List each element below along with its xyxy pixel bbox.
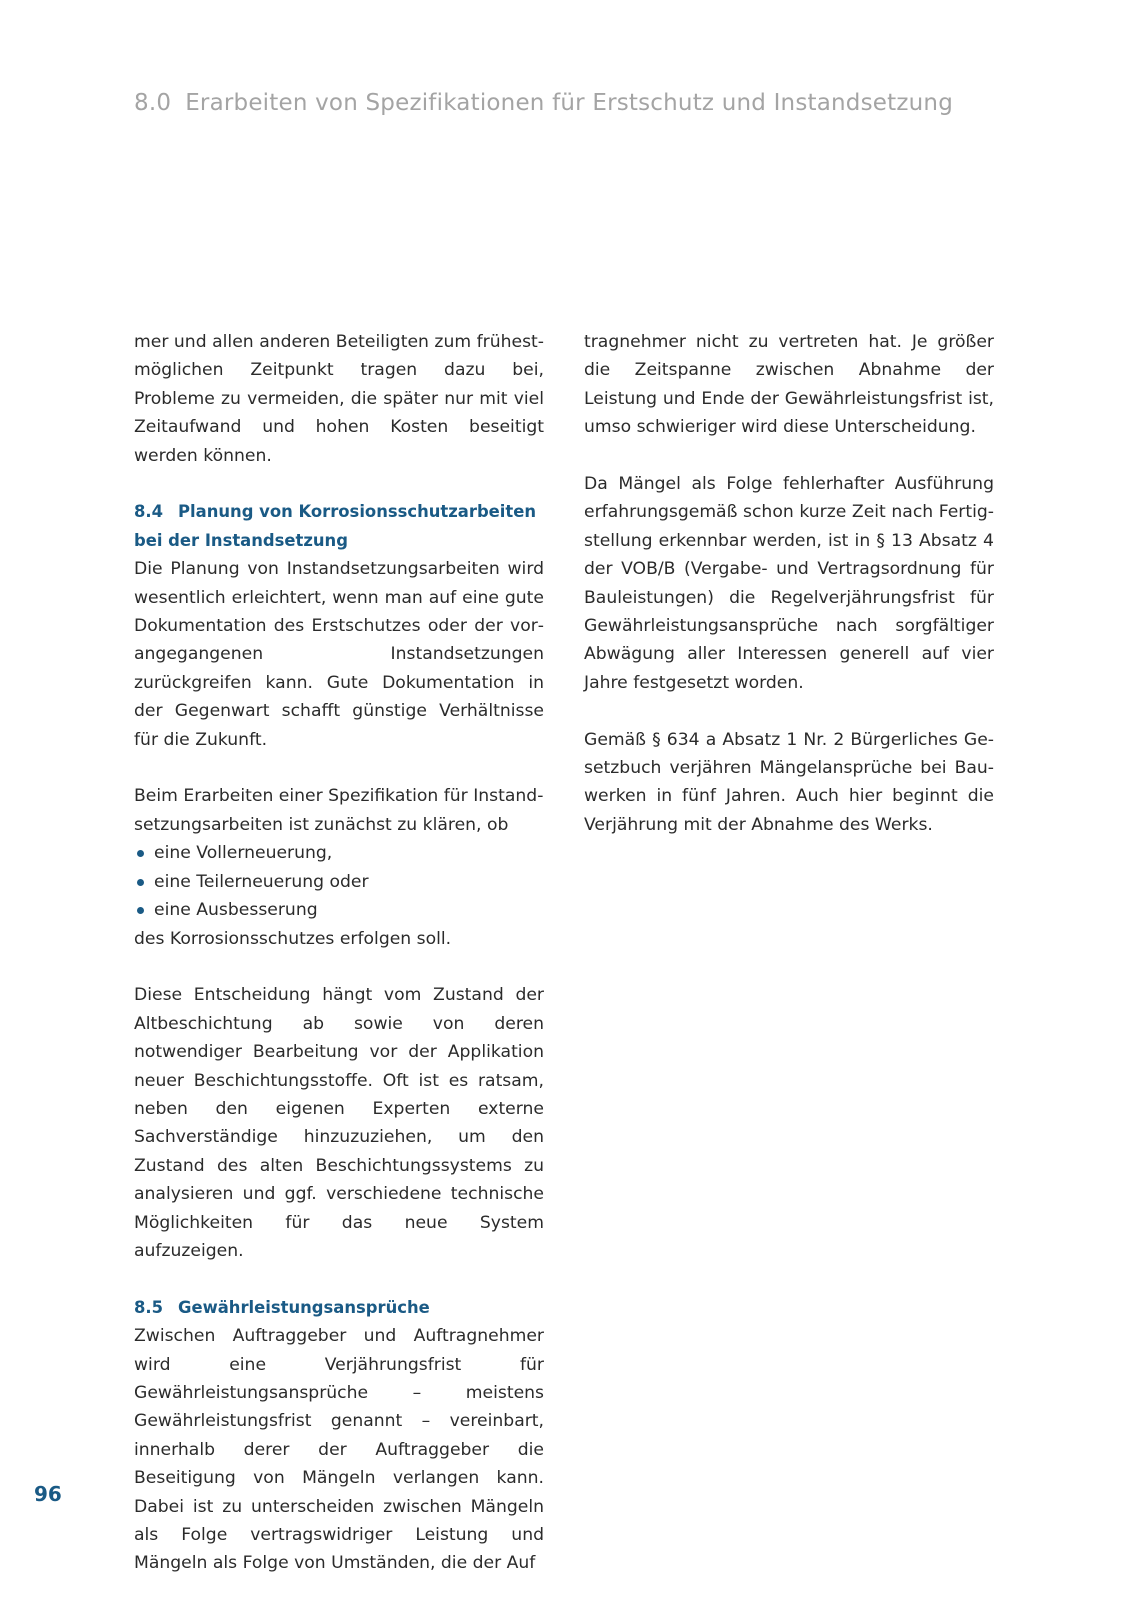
bullet-icon bbox=[137, 850, 144, 857]
left-column bbox=[134, 328, 544, 1578]
list-item bbox=[134, 896, 544, 924]
paragraph-right-2: Da Mängel als Folge fehlerhafter Ausführung erfahrungsgemäß schon kurze Zeit nach Fertigstellung erkennbar werden, ist in § 13 Absatz 4 der VOB/B (Vergabe- und Vertragsordnung für Bauleistungen) die Regelverjährungsfrist für Gewährleistungsansprüche nach sorgfältiger Abwägung aller Interessen generell auf vier Jahre festgesetzt worden. bbox=[584, 474, 994, 693]
heading-8-5-number: 8.5 bbox=[134, 1297, 164, 1317]
list-item bbox=[134, 868, 544, 896]
heading-8-5 bbox=[134, 1294, 544, 1322]
page-number: 96 bbox=[34, 1482, 62, 1506]
list-item-text: eine Teilerneuerung oder bbox=[154, 871, 369, 892]
heading-8-4 bbox=[134, 498, 544, 555]
bullet-list bbox=[134, 839, 544, 924]
paragraph-8-5-1: Zwischen Auftraggeber und Auftragnehmer wird eine Verjährungsfrist für Gewährleistungsansprüche – meistens Gewährleistungsfrist genannt – vereinbart, innerhalb derer der Auftraggeber die Beseitigung von Mängeln verlangen kann. Dabei ist zu unterscheiden zwischen Mängeln als Folge vertragswidriger Leistung und Mängeln als Folge von Umständen, die der Auf bbox=[134, 1326, 544, 1574]
list-item-text: eine Vollerneuerung, bbox=[154, 843, 333, 864]
list-item bbox=[134, 839, 544, 867]
section-number: 8.0 bbox=[134, 90, 172, 116]
paragraph-right-3: Gemäß § 634 a Absatz 1 Nr. 2 Bürgerliches Gesetzbuch verjähren Mängelansprüche bei Bauwerken in fünf Jahren. Auch hier beginnt die Verjährung mit der Abnahme des Werks. bbox=[584, 729, 994, 835]
heading-8-5-title: Gewährleistungsansprüche bbox=[178, 1297, 430, 1317]
paragraph-8-4-2: Beim Erarbeiten einer Spezifikation für Instandsetzungsarbeiten ist zunächst zu klären, ob bbox=[134, 786, 544, 835]
bullet-icon bbox=[137, 907, 144, 914]
list-item-text: eine Ausbesserung bbox=[154, 900, 318, 921]
section-title: Erarbeiten von Spezifikationen für Erstschutz und Instandsetzung bbox=[185, 90, 953, 116]
right-column bbox=[584, 328, 994, 839]
intro-paragraph: mer und allen anderen Beteiligten zum frühestmöglichen Zeitpunkt tragen dazu bei, Probleme zu vermeiden, die später nur mit viel Zeitaufwand und hohen Kosten beseitigt werden können. bbox=[134, 332, 544, 466]
paragraph-8-4-3: Diese Entscheidung hängt vom Zustand der Altbeschichtung ab sowie von deren notwendiger Bearbeitung vor der Applikation neuer Beschichtungsstoffe. Oft ist es ratsam, neben den eigenen Experten externe Sachverständige hinzuzuziehen, um den Zustand des alten Beschichtungssystems zu analysieren und ggf. verschiedene technische Möglichkeiten für das neue System aufzuzeigen. bbox=[134, 985, 544, 1261]
paragraph-right-1: tragnehmer nicht zu vertreten hat. Je größer die Zeitspanne zwischen Abnahme der Leistung und Ende der Gewährleistungsfrist ist, umso schwieriger wird diese Unterscheidung. bbox=[584, 332, 994, 438]
paragraph-8-4-1: Die Planung von Instandsetzungsarbeiten wird wesentlich erleichtert, wenn man auf eine gute Dokumentation des Erstschutzes oder der vorangegangenen Instandsetzungen zurückgreifen kann. Gute Dokumentation in der Gegenwart schafft günstige Verhältnisse für die Zukunft. bbox=[134, 559, 544, 750]
heading-8-4-number: 8.4 bbox=[134, 502, 164, 522]
heading-8-4-title: Planung von Korrosionsschutzarbeiten bei der Instandsetzung bbox=[134, 502, 537, 550]
running-header bbox=[134, 90, 953, 116]
paragraph-8-4-2-end: des Korrosionsschutzes erfolgen soll. bbox=[134, 928, 452, 949]
bullet-icon bbox=[137, 879, 144, 886]
